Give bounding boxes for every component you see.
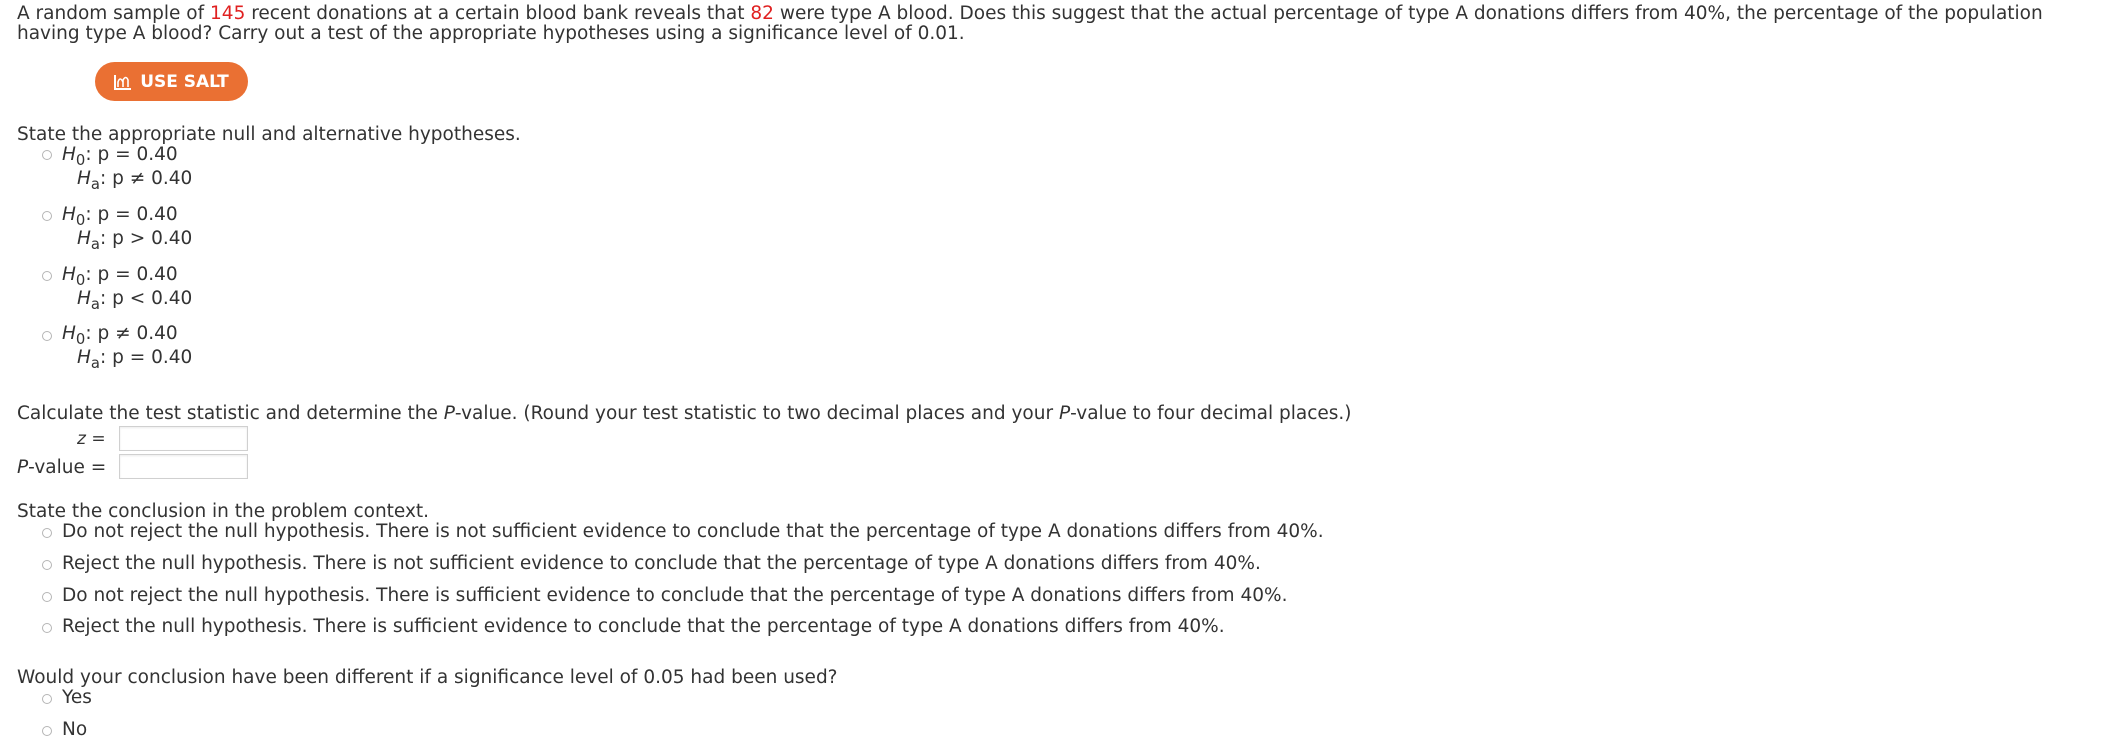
hypothesis-4-h0: $H_0$: p ≠ 0.40 [62,323,178,349]
problem-statement [17,4,2097,44]
conclusion-prompt: State the conclusion in the problem context. [17,501,430,522]
conclusion-option-1-label: Do not reject the null hypothesis. There is not sufficient evidence to conclude that the percentage of type A donations differs from 40%. [62,521,1324,542]
problem-text-3: were type A blood. Does this suggest that the actual percentage of type A donations differs from 40%, the percentage of the population having type A blood? Carry out a test of the appropriate hypotheses using a significance level of 0.01. [17,3,2043,44]
z-input[interactable] [119,426,248,451]
hypothesis-1-h0: $H_0$: p = 0.40 [62,144,178,170]
sample-size-value: 145 [210,3,246,24]
different-radio-no[interactable] [42,726,52,736]
conclusion-radio-1[interactable] [42,528,52,538]
hypothesis-1-ha: $H_a$: p ≠ 0.40 [77,168,193,194]
different-option-yes-label: Yes [62,687,92,708]
z-label: z = [77,429,106,449]
hypothesis-3-h0: $H_0$: p = 0.40 [62,264,178,290]
conclusion-radio-3[interactable] [42,592,52,602]
hypothesis-radio-1[interactable] [42,150,52,160]
hypotheses-prompt: State the appropriate null and alternative hypotheses. [17,124,521,145]
hypothesis-radio-2[interactable] [42,211,52,221]
hypothesis-2-ha: $H_a$: p > 0.40 [77,228,193,254]
problem-text-2: recent donations at a certain blood bank reveals that [245,3,751,24]
hypothesis-3-ha: $H_a$: p < 0.40 [77,288,193,314]
different-radio-yes[interactable] [42,694,52,704]
use-salt-button[interactable] [95,62,248,101]
p-value-label: P-value = [17,457,107,478]
hypothesis-radio-4[interactable] [42,331,52,341]
conclusion-option-4-label: Reject the null hypothesis. There is sufficient evidence to conclude that the percentage of type A donations differs from 40%. [62,616,1225,637]
use-salt-label: USE SALT [140,71,229,92]
different-option-no-label: No [62,719,88,740]
hypothesis-2-h0: $H_0$: p = 0.40 [62,204,178,230]
type-a-count-value: 82 [750,3,774,24]
hypothesis-4-ha: $H_a$: p = 0.40 [77,347,193,373]
stat-prompt: Calculate the test statistic and determine the P-value. (Round your test statistic to two decimal places and your P-value to four decimal places.) [17,403,1352,424]
hypothesis-radio-3[interactable] [42,271,52,281]
conclusion-option-2-label: Reject the null hypothesis. There is not sufficient evidence to conclude that the percentage of type A donations differs from 40%. [62,553,1261,574]
p-value-input[interactable] [119,454,248,479]
problem-text-1: A random sample of [17,3,211,24]
conclusion-radio-4[interactable] [42,623,52,633]
conclusion-option-3-label: Do not reject the null hypothesis. There is sufficient evidence to conclude that the percentage of type A donations differs from 40%. [62,585,1288,606]
different-prompt: Would your conclusion have been different if a significance level of 0.05 had been used? [17,667,838,688]
salt-chart-icon [114,74,132,90]
conclusion-radio-2[interactable] [42,560,52,570]
